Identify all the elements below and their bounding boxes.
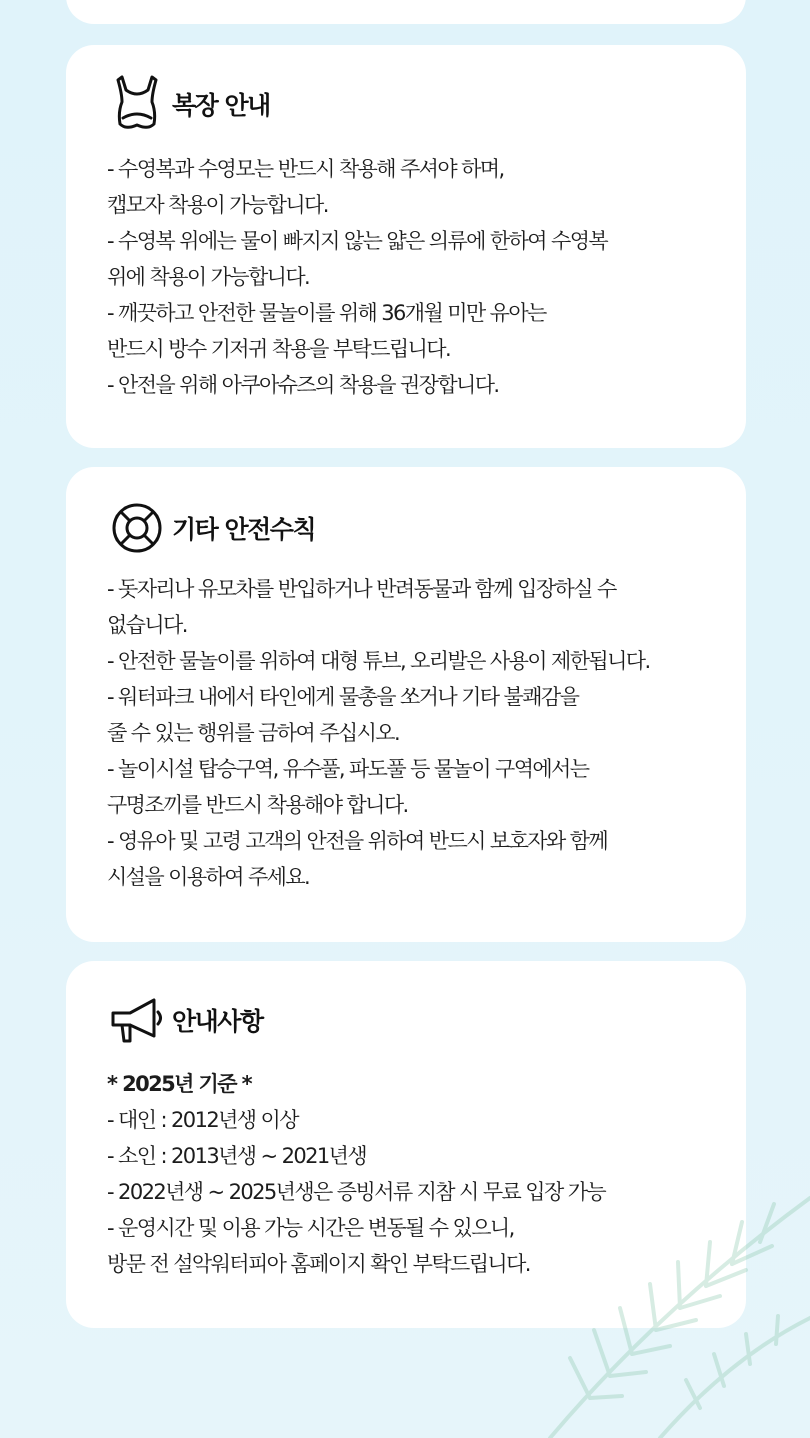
safety-rules-header xyxy=(110,501,315,555)
list-item: - 깨끗하고 안전한 물놀이를 위해 36개월 미만 유아는 xyxy=(107,301,546,325)
dress-code-header xyxy=(110,77,270,131)
lifebuoy-icon xyxy=(110,501,164,555)
list-item: - 소인 : 2013년생 ~ 2021년생 xyxy=(107,1144,367,1168)
dress-code-list xyxy=(107,151,726,403)
list-item: 방문 전 설악워터피아 홈페이지 확인 부탁드립니다. xyxy=(107,1252,530,1276)
list-item: - 워터파크 내에서 타인에게 물총을 쏘거나 기타 불쾌감을 xyxy=(107,685,579,709)
list-item: - 안전한 물놀이를 위하여 대형 튜브, 오리발은 사용이 제한됩니다. xyxy=(107,649,650,673)
list-item: 줄 수 있는 행위를 금하여 주십시오. xyxy=(107,721,400,745)
safety-rules-card xyxy=(66,467,746,942)
list-item: 구명조끼를 반드시 착용해야 합니다. xyxy=(107,793,408,817)
list-item: - 수영복 위에는 물이 빠지지 않는 얇은 의류에 한하여 수영복 xyxy=(107,229,608,253)
previous-info-card xyxy=(66,0,746,24)
list-item: - 돗자리나 유모차를 반입하거나 반려동물과 함께 입장하실 수 xyxy=(107,577,616,601)
dress-code-card xyxy=(66,45,746,448)
list-item: - 2022년생 ~ 2025년생은 증빙서류 지참 시 무료 입장 가능 xyxy=(107,1180,606,1204)
notice-year-heading: * 2025년 기준 * xyxy=(107,1072,252,1096)
safety-rules-title: 기타 안전수칙 xyxy=(172,515,316,544)
safety-rules-list xyxy=(107,571,726,895)
list-item: - 수영복과 수영모는 반드시 착용해 주셔야 하며, xyxy=(107,157,504,181)
list-item: - 대인 : 2012년생 이상 xyxy=(107,1108,298,1132)
list-item: 반드시 방수 기저귀 착용을 부탁드립니다. xyxy=(107,337,451,361)
notice-header xyxy=(110,993,263,1047)
list-item: 없습니다. xyxy=(107,613,187,637)
list-item: - 놀이시설 탑승구역, 유수풀, 파도풀 등 물놀이 구역에서는 xyxy=(107,757,589,781)
megaphone-icon xyxy=(110,993,164,1047)
list-item: - 운영시간 및 이용 가능 시간은 변동될 수 있으니, xyxy=(107,1216,514,1240)
list-item: 위에 착용이 가능합니다. xyxy=(107,265,310,289)
notice-title: 안내사항 xyxy=(172,1007,263,1036)
swimsuit-icon xyxy=(110,77,164,131)
list-item: 캡모자 착용이 가능합니다. xyxy=(107,193,328,217)
dress-code-title: 복장 안내 xyxy=(172,91,270,120)
list-item: - 안전을 위해 아쿠아슈즈의 착용을 권장합니다. xyxy=(107,373,499,397)
list-item: 시설을 이용하여 주세요. xyxy=(107,865,310,889)
palm-leaf-decoration xyxy=(510,1158,810,1438)
list-item: - 영유아 및 고령 고객의 안전을 위하여 반드시 보호자와 함께 xyxy=(107,829,608,853)
